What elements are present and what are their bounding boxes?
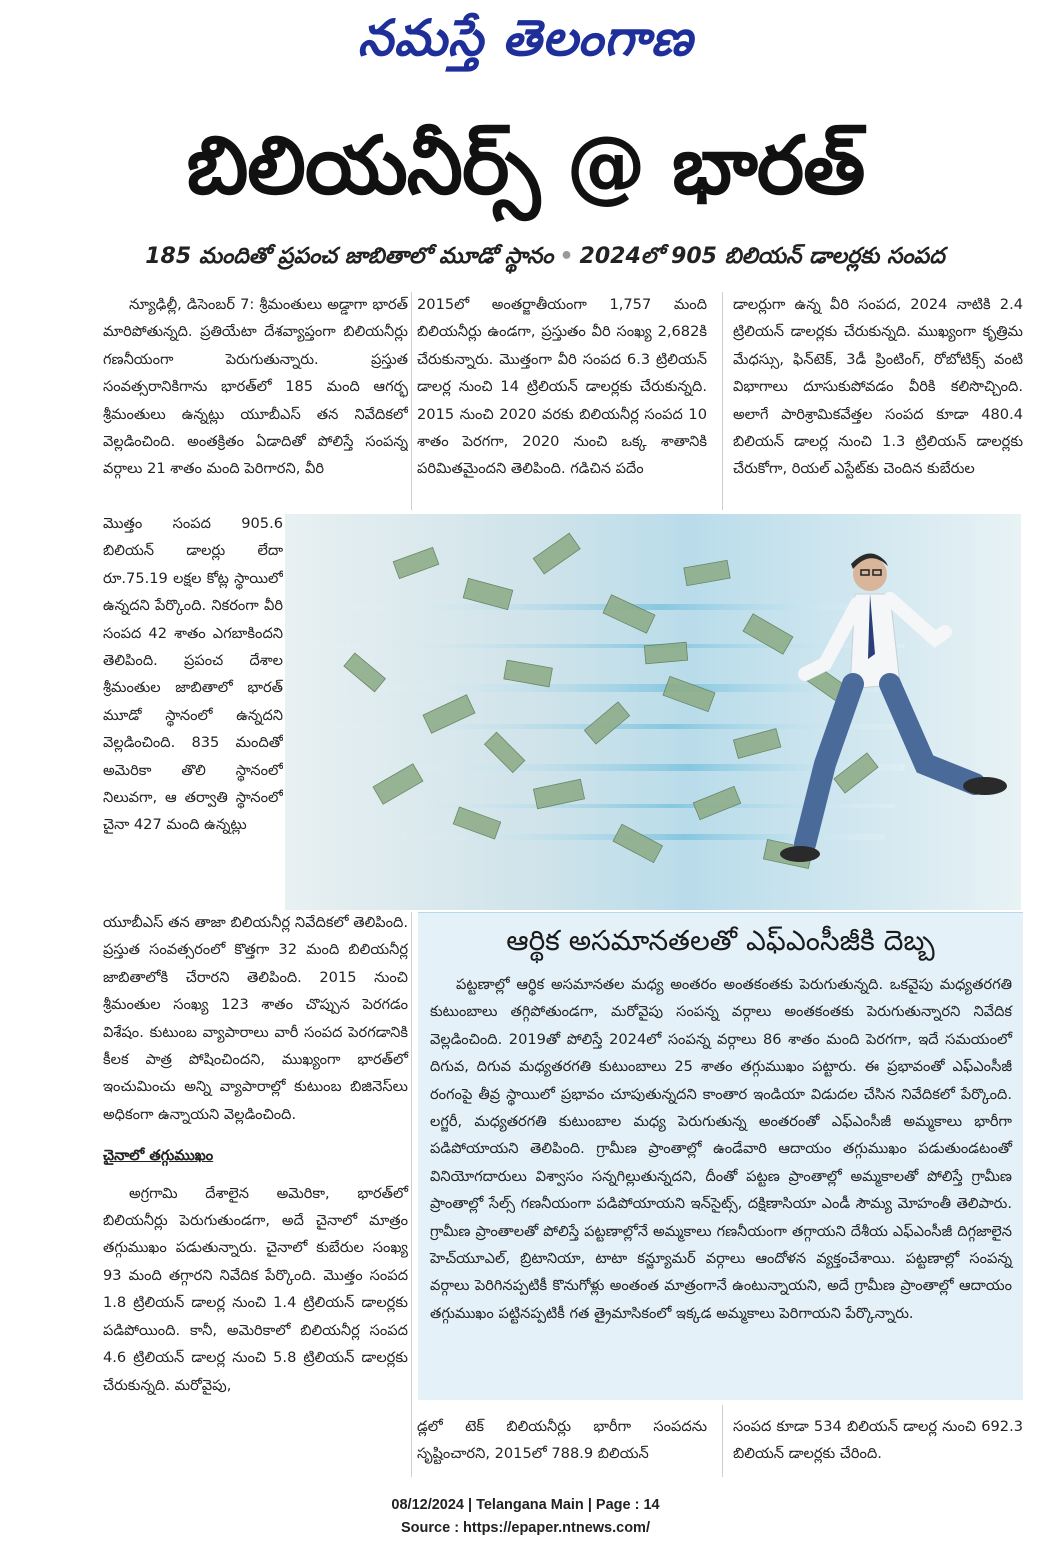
article-col1-top: న్యూఢిల్లీ, డిసెంబర్ 7: శ్రీమంతులు అడ్డాగా భారత్ మారిపోతున్నది. ప్రతియేటా దేశవ్యాప్తంగా బిలియనీర్లు గణనీయంగా పెరుగుతున్నారు. ప్రస్తుత సంవత్సరానికిగాను భారత్‌లో 185 మంది ఆగర్భ శ్రీమంతులు ఉన్నట్లు యూబీఎస్ తన నివేదికలో వెల్లడించింది. అంతక్రితం ఏడాదితో పోలిస్తే సంపన్న వర్గాలు 21 శాతం మంది పెరిగారని, వీరి: [103, 296, 408, 478]
footer-date-line: 08/12/2024 | Telangana Main | Page : 14: [391, 1497, 660, 1513]
article-col1-bottom-text: యూబీఎస్ తన తాజా బిలియనీర్ల నివేదికలో తెలిపింది. ప్రస్తుత సంవత్సరంలో కొత్తగా 32 మంది బిలియనీర్ల జాబితాలోకి చేరారని తెలిపింది. 2015 నుంచి శ్రీమంతుల సంఖ్య 123 శాతం చొప్పున పెరగడం విశేషం. కుటుంబ వ్యాపారాలు వారీ సంపద పెరగడానికి కీలక పాత్ర పోషించిందని, ముఖ్యంగా భారత్‌లో ఇంచుమించు అన్ని వ్యాపారాల్లో కుటుంబ బిజినెస్‌లు అధికంగా ఉన్నాయని వెల్లడించింది.: [103, 914, 408, 1123]
subsection-text: అగ్రగామి దేశాలైన అమెరికా, భారత్‌లో బిలియనీర్లు పెరుగుతుండగా, అదే చైనాలో మాత్రం తగ్గుముఖం పడుతున్నారు. చైనాలో కుబేరుల సంఖ్య 93 మంది తగ్గారని నివేదిక పేర్కొంది. మొత్తం సంపద 1.8 ట్రిలియన్ డాలర్ల నుంచి 1.4 ట్రిలియన్ డాలర్లకు పడిపోయింది. కానీ, అమెరికాలో బిలియనీర్ల సంపద 4.6 ట్రిలియన్ డాలర్ల నుంచి 5.8 ట్రిలియన్ డాలర్లకు చేరుకున్నది. మరోవైపు,: [103, 1184, 408, 1394]
column-divider-1: [411, 292, 412, 510]
article-col3-bottom: సంపద కూడా 534 బిలియన్ డాలర్ల నుంచి 692.3 బిలియన్ డాలర్లకు చేరింది.: [733, 1418, 1023, 1463]
money-runner-illustration: [285, 514, 1021, 910]
headline: బిలియనీర్స్ @ భారత్: [186, 119, 865, 212]
column-divider-2: [722, 292, 723, 510]
masthead-logo: నమస్తే తెలంగాణ: [357, 8, 694, 67]
article-col1-bottom: [103, 909, 408, 1399]
running-man: [780, 553, 1007, 862]
article-col2-top: 2015లో అంతర్జాతీయంగా 1,757 మంది బిలియనీర్లు ఉండగా, ప్రస్తుతం వీరి సంఖ్య 2,682కి చేరుకున్నారు. మొత్తంగా వీరి సంపద 6.3 ట్రిలియన్ డాలర్ల నుంచి 14 ట్రిలియన్ డాలర్లకు చేరుకున్నది. 2015 నుంచి 2020 వరకు బిలియనీర్ల సంపద 10 శాతం పెరగగా, 2020 నుంచి ఒక్క శాతానికి పరిమితమైందని తెలిపింది. గడిచిన పదేం: [417, 296, 707, 478]
article-col1-narrow: మొత్తం సంపద 905.6 బిలియన్ డాలర్లు లేదా రూ.75.19 లక్షల కోట్ల స్థాయిలో ఉన్నదని పేర్కొంది. నికరంగా వీరి సంపద 42 శాతం ఎగబాకిందని తెలిపింది. ప్రపంచ దేశాల శ్రీమంతుల జాబితాలో భారత్ మూడో స్థానంలో ఉన్నదని వెల్లడించింది. 835 మందితో అమెరికా తొలి స్థానంలో నిలువగా, ఆ తర్వాతి స్థానంలో చైనా 427 మంది ఉన్నట్లు: [103, 515, 283, 834]
subhead-part-1: 185 మందితో ప్రపంచ జాబితాలో మూడో స్థానం: [145, 244, 554, 269]
column-divider-4: [722, 1405, 723, 1477]
subhead-part-2: 2024లో 905 బిలియన్ డాలర్లకు సంపద: [579, 244, 945, 269]
subheadline: [50, 244, 1040, 274]
subsection-title: చైనాలో తగ్గుముఖం: [103, 1147, 214, 1165]
column-divider-3: [411, 912, 412, 1477]
article-col2-bottom: డ్లలో టెక్ బిలియనీర్లు భారీగా సంపదను సృష్టించారని, 2015లో 788.9 బిలియన్: [417, 1418, 707, 1463]
box-title: ఆర్థిక అసమానతలతో ఎఫ్ఎంసీజీకి దెబ్బ: [506, 924, 935, 957]
subhead-bullet: •: [559, 244, 574, 269]
sidebar-box: [418, 912, 1023, 1400]
footer-source-line: Source : https://epaper.ntnews.com/: [401, 1520, 650, 1536]
box-text: పట్టణాల్లో ఆర్థిక అసమానతల మధ్య అంతరం అంతకంతకు పెరుగుతున్నది. ఒకవైపు మధ్యతరగతి కుటుంబాలు తగ్గిపోతుండగా, మరోవైపు సంపన్న వర్గాలు అంతకంతకు పెరుగుతున్నారని నివేదిక వెల్లడించింది. 2019తో పోలిస్తే 2024లో సంపన్న వర్గాలు 86 శాతం మంది పెరగగా, ఇదే సమయంలో దిగువ, దిగువ మధ్యతరగతి కుటుంబాలు 25 శాతం తగ్గుముఖం పట్టారు. ఈ ప్రభావంతో ఎఫ్ఎంసీజీ రంగంపై తీవ్ర స్థాయిలో ప్రభావం చూపుతున్నదని కాంతార ఇండియా విడుదల చేసిన నివేదికలో పేర్కొంది. లగ్జరీ, మధ్యతరగతి కుటుంబాల మధ్య పెరుగుతున్న అంతరంతో ఎఫ్ఎంసీజీ అమ్మకాలు భారీగా పడిపోయాయని తెలిపింది. గ్రామీణ ప్రాంతాల్లో ఉండేవారి ఆదాయం తగ్గుముఖం పడుతుండటంతో వినియోగదారులు విశ్వాసం సన్నగిల్లుతున్నదని, దీంతో పట్టణ ప్రాంతాల్లో అమ్మకాలతో పోలిస్తే గ్రామీణ ప్రాంతాల్లో సేల్స్ గణనీయంగా పడిపోయాయని ఇన్‌సైట్స్, దక్షిణాసియా ఎండీ సౌమ్య మోహంతీ తెలిపారు. గ్రామీణ ప్రాంతాలతో పోలిస్తే పట్టణాల్లోనే అమ్మకాలు గణనీయంగా తగ్గాయని దేశీయ ఎఫ్ఎంసీజీ దిగ్గజాలైన హెచ్‌యూఎల్, బ్రిటానియా, టాటా కన్జ్యూమర్ వర్గాలు ఆందోళన వ్యక్తంచేశాయి. పట్టణాల్లో సంపన్న వర్గాలు పెరిగినప్పటికీ కొనుగోళ్లు అంతంత మాత్రంగానే ఉంటున్నాయని, అదే గ్రామీణ ప్రాంతాల్లో ఆదాయం తగ్గుముఖం పట్టినప్పటికీ గత త్రైమాసికంలో ఇక్కడ అమ్మకాలు పెరిగాయని పేర్కొన్నారు.: [430, 976, 1013, 1322]
article-col3-top: డాలర్లుగా ఉన్న వీరి సంపద, 2024 నాటికి 2.4 ట్రిలియన్ డాలర్లకు చేరుకున్నది. ముఖ్యంగా కృత్రిమ మేధస్సు, ఫిన్‌టెక్, 3డీ ప్రింటింగ్, రోబోటిక్స్ వంటి విభాగాలు దూసుకుపోవడం వీరికి కలిసొచ్చింది. అలాగే పారిశ్రామికవేత్తల సంపద కూడా 480.4 బిలియన్ డాలర్ల నుంచి 1.3 ట్రిలియన్ డాలర్లకు చేరుకోగా, రియల్ ఎస్టేట్‌కు చెందిన కుబేరుల: [733, 296, 1023, 478]
money-runner-photo: [285, 514, 1021, 910]
